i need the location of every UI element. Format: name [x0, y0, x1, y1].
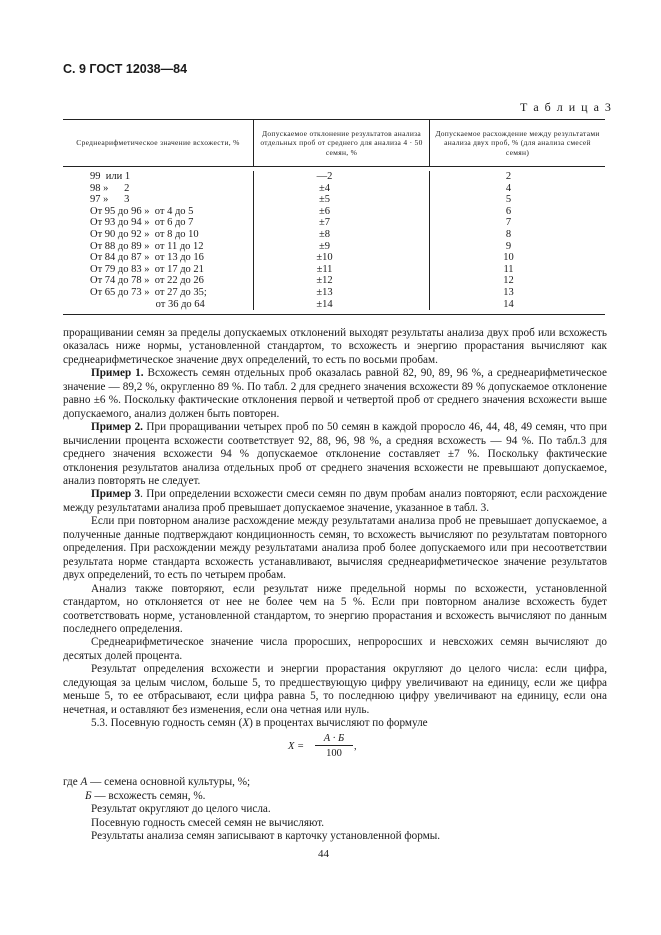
col3-values [429, 171, 605, 310]
table-cell: ±6 [318, 205, 330, 217]
table-cell: 14 [503, 298, 514, 310]
table-cell: ±9 [318, 240, 330, 252]
table-cell: ±11 [316, 263, 333, 275]
example-label: Пример 1. [91, 367, 144, 380]
formula-fraction [315, 733, 353, 759]
paragraph: Анализ также повторяют, если результат ниже предельной нормы по всхожести, установленной стандартом, но отклоняется от нее не более чем на 5 %. Если при повторном анализе всхожесть будет соответствовать норме, установленной стандартом, то энергию прорастания и всхожесть вычисляют по данным последнего определения. [63, 582, 607, 635]
formula-comma: , [354, 741, 357, 752]
table-cell: ±13 [316, 286, 333, 298]
example-label: Пример 3 [91, 488, 141, 501]
table-body [63, 167, 605, 314]
table-cell: ±10 [316, 252, 333, 264]
table-cell: 5 [505, 194, 512, 206]
table-cell: 7 [505, 217, 512, 229]
text: где [63, 776, 81, 788]
example-2 [63, 421, 607, 488]
example-text: При проращивании четырех проб по 50 семян в каждой проросло 46, 44, 48, 49 семян, что при вычислении процента всхожести соответствует 92, 88, 96, 98 %, а средняя всхожесть — 94 %. По табл.3 для среднего значения всхожести 94 % допускаемое отклонение составляет ±7 %. Поскольку фактические отклонения результатов анализа отдельных проб от среднего значения всхожести не превышают допускаемое, анализ повторять не следует. [63, 421, 607, 487]
col1-values [63, 171, 253, 310]
note-line: Результаты анализа семян записывают в карточку установленной формы. [91, 830, 441, 843]
page-number: 44 [318, 848, 329, 860]
variable: Б [85, 789, 92, 802]
table-cell: От 65 до 73 » от 27 до 35; [90, 286, 207, 298]
table-cell: 4 [505, 182, 512, 194]
table-cell: 9 [505, 240, 512, 252]
table-cell: От 79 до 83 » от 17 до 21 [90, 263, 204, 275]
table-cell: ±7 [318, 217, 330, 229]
paragraph: Если при повторном анализе расхождение между результатами анализа проб не превышает допускаемое, а полученные данные подтверждают кондиционность семян, то всхожесть вычисляют по результатам повторного определения. При расхождении между результатами анализа проб более допускаемого или при несоответствии результата норме стандарта всхожесть устанавливают, вычисляя среднеарифметическое значение результатов двух определений, то есть по четырем пробам. [63, 515, 607, 582]
table-cell: От 95 до 96 » от 4 до 5 [90, 205, 194, 217]
table-cell: 12 [503, 275, 514, 287]
table-cell: От 88 до 89 » от 11 до 12 [90, 240, 204, 252]
paragraph-5-3 [63, 717, 607, 730]
text: — семена основной культуры, %; [87, 776, 251, 788]
table-cell: От 93 до 94 » от 6 до 7 [90, 217, 194, 229]
example-text: Всхожесть семян отдельных проб оказалась равной 82, 90, 89, 96 %, а среднеарифметическое значение — 89,2 %, округленно 89 %. По табл. 2 для среднего значения всхожести 89 % допускаемое отклонение равно ±6 %. Поскольку фактические отклонения первой и четвертой проб от среднего значения всхожести выше допускаемого, анализ должен быть повторен. [63, 367, 607, 420]
formula-explanation [63, 776, 607, 844]
table-cell: 6 [505, 205, 512, 217]
example-1 [63, 367, 607, 421]
paragraph: проращивании семян за пределы допускаемых отклонений выходят результаты анализа двух проб или всхожесть оказалась ниже нормы, установленной стандартом, то всхожесть и энергию прорастания вычисляют как среднеарифметическое значение двух определений, то есть по восьми пробам. [63, 327, 607, 366]
body-text [63, 327, 607, 731]
col2-values [253, 171, 429, 310]
table-cell: —2 [316, 171, 333, 182]
table-cell: ±5 [318, 194, 330, 206]
where-line-b [63, 790, 607, 804]
table-cell: 11 [503, 263, 514, 275]
table-cell: 8 [505, 228, 512, 240]
table-cell: ±12 [316, 275, 333, 287]
table-cell: ±14 [316, 298, 333, 310]
col2-header: Допускаемое отклонение результатов анализа отдельных проб от среднего для анализа 4 · 50 семян, % [253, 120, 429, 166]
text: — всхожесть семян, %. [91, 789, 206, 802]
formula-lhs: X = [288, 741, 305, 752]
col3-header: Допускаемое расхождение между результатами анализа двух проб, % (для анализа смесей семян) [429, 120, 605, 166]
table-cell: ±8 [318, 228, 330, 240]
table-header-row [63, 120, 605, 167]
variable: X [242, 717, 250, 730]
table-cell: 98 » 2 [90, 182, 130, 194]
paragraph: Результат определения всхожести и энергии прорастания округляют до целого числа: если цифра, следующая за целым числом, больше 5, то предшествующую цифру увеличивают на единицу, если же цифра меньше 5, то ее отбрасывают, если цифра равна 5, то последнюю цифру увеличивают на единицу, если она нечетная, и оставляют без изменения, если она четная или нуль. [63, 663, 607, 716]
example-label: Пример 2. [91, 421, 143, 434]
formula-denominator: 100 [326, 748, 342, 759]
where-line-a [63, 776, 607, 790]
table-cell: 97 » 3 [90, 194, 130, 206]
table-cell: От 74 до 78 » от 22 до 26 [90, 275, 204, 287]
table-cell: 2 [505, 171, 512, 182]
paragraph: Среднеарифметическое значение числа проросших, непроросших и невсхожих семян вычисляют до десятых долей процента. [63, 636, 607, 662]
table-cell: ±4 [318, 182, 330, 194]
note-line: Результат округляют до целого числа. [91, 803, 271, 816]
page-header: С. 9 ГОСТ 12038—84 [63, 62, 188, 76]
text: ) в процентах вычисляют по формуле [249, 717, 428, 730]
col1-header: Среднеарифметическое значение всхожести, % [76, 138, 240, 148]
example-text: . При определении всхожести смеси семян по двум пробам анализ повторяют, если расхождение между результатами анализа проб превышает допускаемое значение, указанное в табл. 3. [63, 488, 607, 514]
table-cell: 10 [503, 252, 514, 264]
table-cell: от 36 до 64 [90, 298, 205, 310]
text: 5.3. Посевную годность семян ( [91, 717, 243, 730]
table-cell: 99 или 1 [90, 171, 131, 182]
table-cell: 13 [503, 286, 514, 298]
formula-numerator: А · Б [315, 733, 353, 746]
table-cell: От 90 до 92 » от 8 до 10 [90, 228, 199, 240]
table-cell: От 84 до 87 » от 13 до 16 [90, 252, 204, 264]
table-label: Т а б л и ц а 3 [520, 100, 613, 114]
table-3 [63, 119, 605, 315]
example-3 [63, 488, 607, 515]
note-line: Посевную годность смесей семян не вычисляют. [91, 816, 325, 829]
variable: А [80, 776, 88, 788]
